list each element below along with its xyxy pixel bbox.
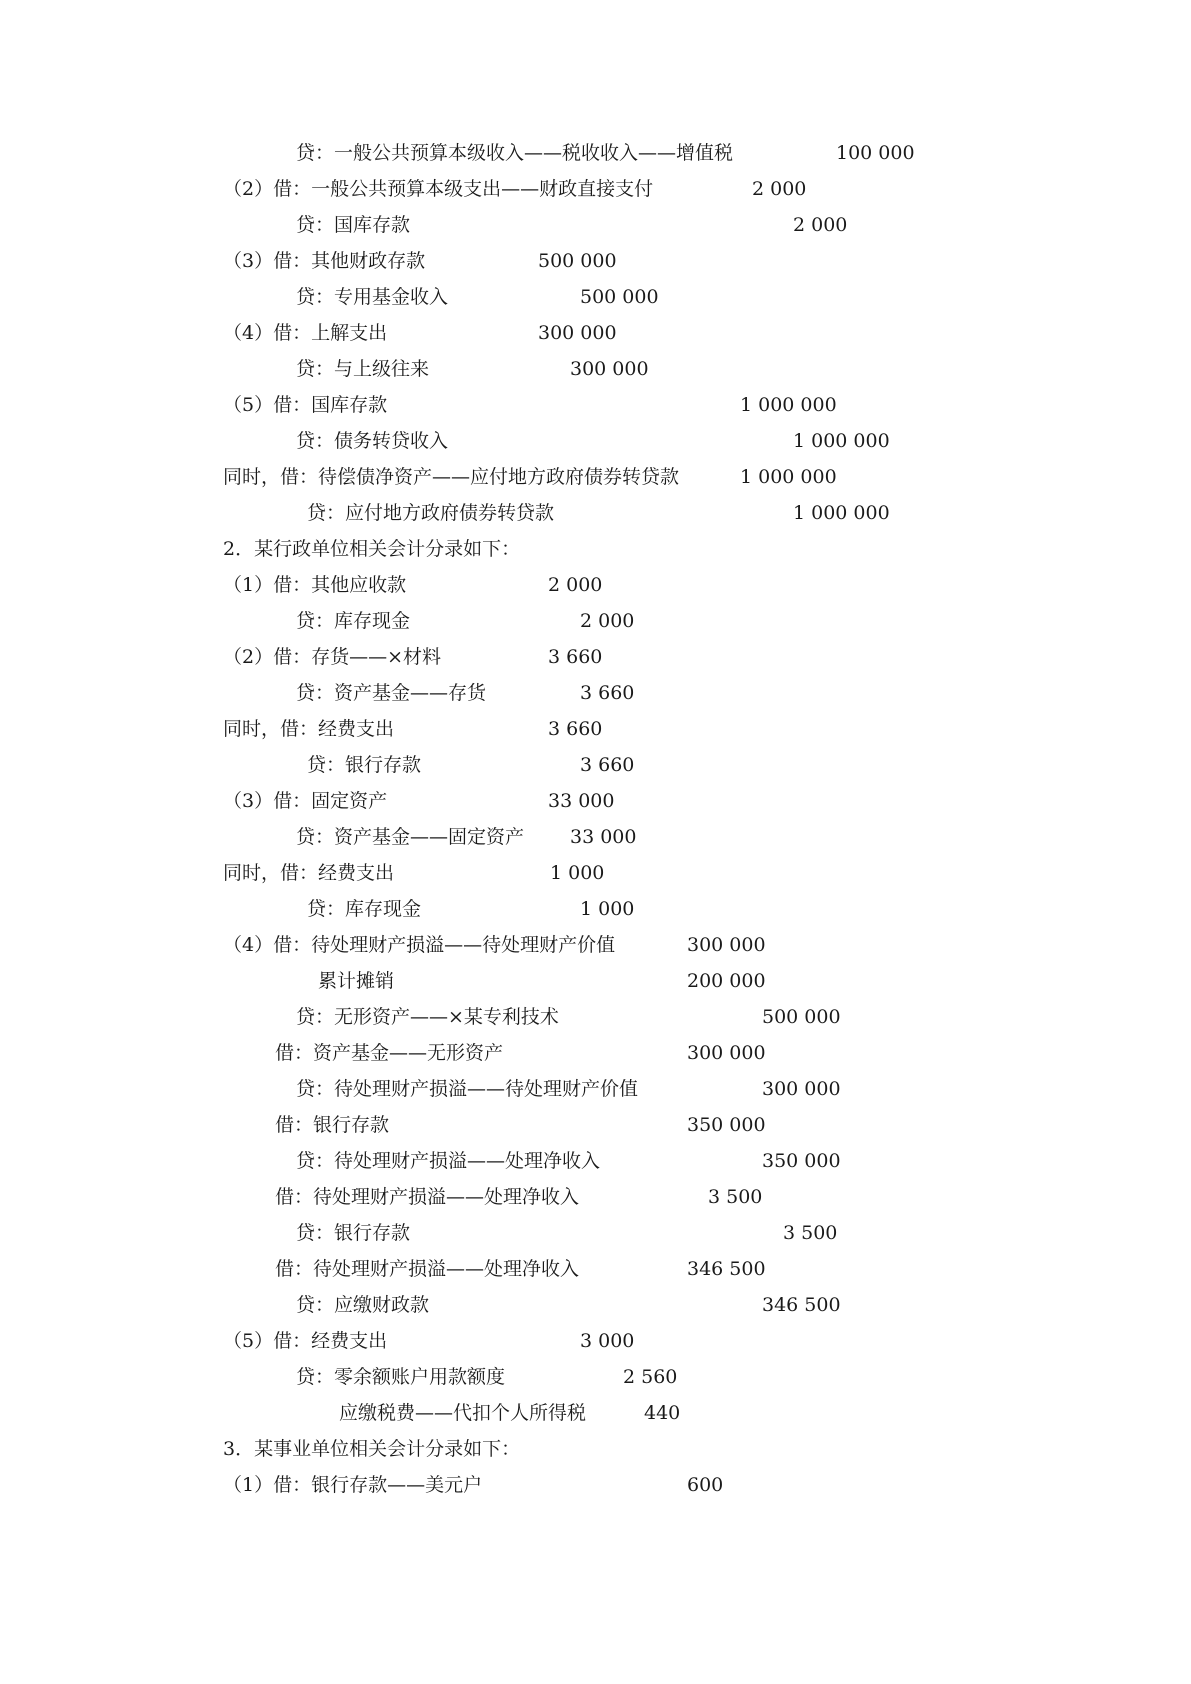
entry-amount: 300 000 xyxy=(687,934,766,956)
journal-line xyxy=(0,606,1191,636)
journal-line xyxy=(0,1398,1191,1428)
entry-amount: 600 xyxy=(687,1474,724,1496)
entry-amount: 33 000 xyxy=(548,790,615,812)
entry-text: 贷：无形资产——×某专利技术 xyxy=(296,1006,559,1028)
journal-line xyxy=(0,858,1191,888)
journal-line xyxy=(0,282,1191,312)
entry-amount: 346 500 xyxy=(762,1294,841,1316)
entry-text: 同时，借：经费支出 xyxy=(223,862,395,884)
entry-amount: 350 000 xyxy=(762,1150,841,1172)
entry-amount: 500 000 xyxy=(762,1006,841,1028)
entry-amount: 3 660 xyxy=(580,682,635,704)
entry-amount: 100 000 xyxy=(836,142,915,164)
journal-line xyxy=(0,534,1191,564)
entry-amount: 1 000 xyxy=(550,862,605,884)
journal-line xyxy=(0,678,1191,708)
journal-line xyxy=(0,174,1191,204)
journal-line xyxy=(0,426,1191,456)
entry-text: 贷：应付地方政府债券转贷款 xyxy=(307,502,555,524)
entry-amount: 1 000 xyxy=(580,898,635,920)
entry-text: 贷：专用基金收入 xyxy=(296,286,449,308)
entry-amount: 2 000 xyxy=(548,574,603,596)
journal-line xyxy=(0,318,1191,348)
entry-text: 贷：一般公共预算本级收入——税收收入——增值税 xyxy=(296,142,734,164)
journal-line xyxy=(0,498,1191,528)
entry-amount: 3 000 xyxy=(580,1330,635,1352)
entry-amount: 1 000 000 xyxy=(793,430,890,452)
entry-amount: 1 000 000 xyxy=(740,394,837,416)
entry-text: 贷：国库存款 xyxy=(296,214,411,236)
entry-text: 2．某行政单位相关会计分录如下： xyxy=(223,538,521,560)
entry-amount: 300 000 xyxy=(570,358,649,380)
entry-amount: 2 000 xyxy=(580,610,635,632)
entry-amount: 33 000 xyxy=(570,826,637,848)
journal-line xyxy=(0,1290,1191,1320)
journal-line xyxy=(0,966,1191,996)
journal-line xyxy=(0,138,1191,168)
journal-line xyxy=(0,1326,1191,1356)
entry-text: 借：银行存款 xyxy=(275,1114,390,1136)
entry-text: 3．某事业单位相关会计分录如下： xyxy=(223,1438,521,1460)
journal-line xyxy=(0,1254,1191,1284)
journal-line xyxy=(0,1074,1191,1104)
entry-text: 借：资产基金——无形资产 xyxy=(275,1042,504,1064)
journal-line xyxy=(0,1362,1191,1392)
journal-line xyxy=(0,1146,1191,1176)
journal-line xyxy=(0,210,1191,240)
entry-text: 贷：零余额账户用款额度 xyxy=(296,1366,506,1388)
entry-amount: 500 000 xyxy=(580,286,659,308)
journal-line xyxy=(0,714,1191,744)
journal-line xyxy=(0,354,1191,384)
journal-line xyxy=(0,750,1191,780)
journal-line xyxy=(0,1470,1191,1500)
journal-line xyxy=(0,570,1191,600)
entry-amount: 300 000 xyxy=(538,322,617,344)
journal-line xyxy=(0,930,1191,960)
journal-line xyxy=(0,642,1191,672)
entry-amount: 3 500 xyxy=(708,1186,763,1208)
journal-line xyxy=(0,822,1191,852)
entry-amount: 440 xyxy=(644,1402,681,1424)
entry-text: 贷：库存现金 xyxy=(296,610,411,632)
entry-text: 贷：资产基金——固定资产 xyxy=(296,826,525,848)
entry-amount: 1 000 000 xyxy=(793,502,890,524)
entry-text: （4）借：上解支出 xyxy=(223,322,388,344)
entry-text: （2）借：存货——×材料 xyxy=(223,646,442,668)
entry-text: 贷：待处理财产损溢——待处理财产价值 xyxy=(296,1078,639,1100)
entry-amount: 2 560 xyxy=(623,1366,678,1388)
entry-amount: 3 500 xyxy=(783,1222,838,1244)
entry-amount: 300 000 xyxy=(687,1042,766,1064)
journal-line xyxy=(0,1110,1191,1140)
entry-amount: 500 000 xyxy=(538,250,617,272)
entry-text: 贷：待处理财产损溢——处理净收入 xyxy=(296,1150,601,1172)
journal-line xyxy=(0,1434,1191,1464)
entry-text: （1）借：银行存款——美元户 xyxy=(223,1474,483,1496)
journal-line xyxy=(0,1182,1191,1212)
journal-line xyxy=(0,246,1191,276)
entry-text: 贷：债务转贷收入 xyxy=(296,430,449,452)
entry-text: （3）借：固定资产 xyxy=(223,790,388,812)
entry-text: 贷：应缴财政款 xyxy=(296,1294,430,1316)
entry-text: 同时，借：经费支出 xyxy=(223,718,395,740)
journal-line xyxy=(0,1218,1191,1248)
entry-text: 贷：银行存款 xyxy=(307,754,422,776)
entry-text: 应缴税费——代扣个人所得税 xyxy=(339,1402,587,1424)
entry-text: 贷：与上级往来 xyxy=(296,358,430,380)
entry-amount: 200 000 xyxy=(687,970,766,992)
entry-text: 贷：资产基金——存货 xyxy=(296,682,487,704)
journal-line xyxy=(0,1002,1191,1032)
entry-amount: 1 000 000 xyxy=(740,466,837,488)
entry-amount: 300 000 xyxy=(762,1078,841,1100)
entry-text: 借：待处理财产损溢——处理净收入 xyxy=(275,1186,580,1208)
journal-line xyxy=(0,894,1191,924)
entry-text: （2）借：一般公共预算本级支出——财政直接支付 xyxy=(223,178,654,200)
entry-amount: 3 660 xyxy=(580,754,635,776)
entry-amount: 2 000 xyxy=(752,178,807,200)
entry-text: 贷：库存现金 xyxy=(307,898,422,920)
entry-amount: 346 500 xyxy=(687,1258,766,1280)
entry-amount: 3 660 xyxy=(548,718,603,740)
entry-text: 同时，借：待偿债净资产——应付地方政府债券转贷款 xyxy=(223,466,680,488)
journal-line xyxy=(0,786,1191,816)
entry-text: 借：待处理财产损溢——处理净收入 xyxy=(275,1258,580,1280)
journal-line xyxy=(0,1038,1191,1068)
entry-text: （5）借：国库存款 xyxy=(223,394,388,416)
entry-amount: 2 000 xyxy=(793,214,848,236)
journal-line xyxy=(0,462,1191,492)
entry-text: （3）借：其他财政存款 xyxy=(223,250,426,272)
entry-amount: 350 000 xyxy=(687,1114,766,1136)
entry-text: （4）借：待处理财产损溢——待处理财产价值 xyxy=(223,934,616,956)
entry-amount: 3 660 xyxy=(548,646,603,668)
entry-text: 贷：银行存款 xyxy=(296,1222,411,1244)
entry-text: 累计摊销 xyxy=(318,970,395,992)
entry-text: （1）借：其他应收款 xyxy=(223,574,407,596)
entry-text: （5）借：经费支出 xyxy=(223,1330,388,1352)
journal-line xyxy=(0,390,1191,420)
